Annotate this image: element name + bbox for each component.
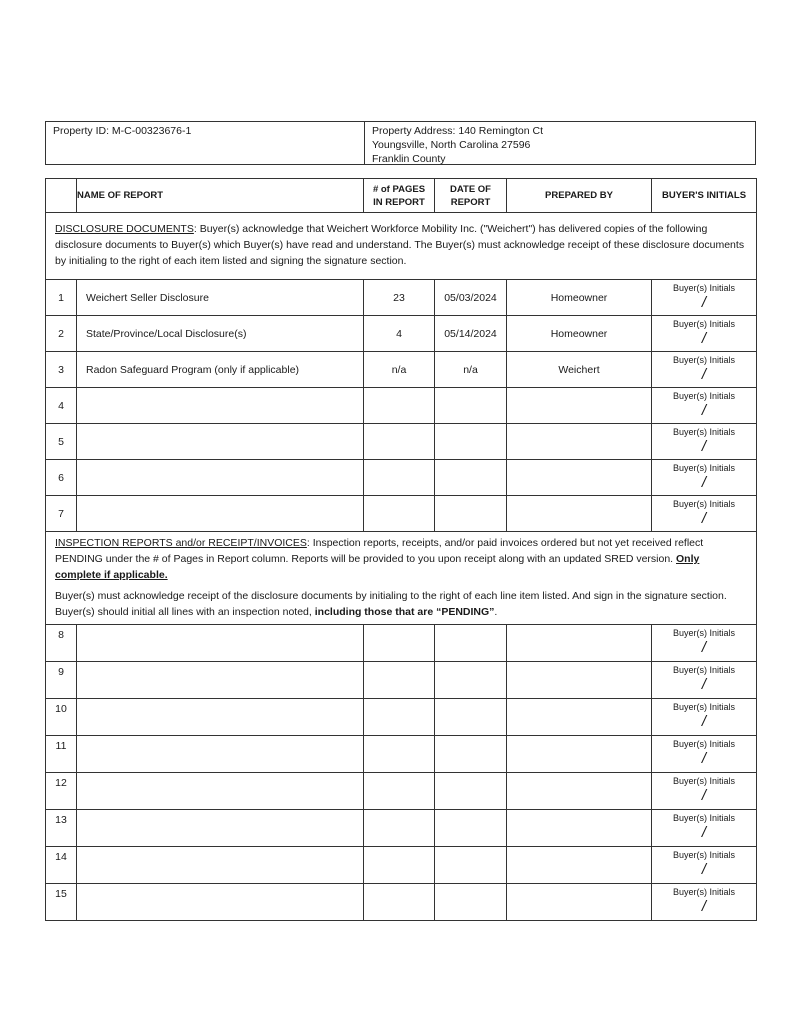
table-row — [46, 662, 757, 699]
property-address-line1: Property Address: 140 Remington Ct — [372, 125, 544, 137]
initials-label: Buyer(s) Initials — [672, 283, 735, 293]
buyer-initials-cell[interactable] — [652, 662, 757, 699]
row-number: 3 — [46, 352, 77, 388]
table-row — [46, 699, 757, 736]
report-name-cell[interactable]: Weichert Seller Disclosure — [77, 280, 364, 316]
initials-slash: / — [701, 294, 707, 311]
prepared-by-cell[interactable] — [507, 388, 652, 424]
row-number: 4 — [46, 388, 77, 424]
initials-slash: / — [701, 898, 707, 915]
initials-label: Buyer(s) Initials — [672, 628, 735, 638]
initials-label: Buyer(s) Initials — [672, 355, 735, 365]
inspection-para2-bold: including those that are “PENDING” — [314, 606, 495, 618]
header-buyers-initials: BUYER'S INITIALS — [652, 179, 757, 213]
date-cell[interactable] — [435, 699, 507, 736]
header-date-line1: DATE OF — [450, 183, 491, 195]
date-cell[interactable]: n/a — [435, 352, 507, 388]
header-prepared-by: PREPARED BY — [507, 179, 652, 213]
initials-slash: / — [701, 824, 707, 841]
initials-slash: / — [701, 861, 707, 878]
pages-cell[interactable] — [364, 424, 435, 460]
property-address-line2: Youngsville, North Carolina 27596 — [372, 139, 531, 151]
table-row — [46, 810, 757, 847]
property-address-line3: Franklin County — [372, 153, 446, 165]
buyer-initials-cell[interactable] — [652, 424, 757, 460]
prepared-by-cell[interactable] — [507, 736, 652, 773]
date-cell[interactable] — [435, 884, 507, 921]
report-name-cell[interactable] — [77, 662, 364, 699]
header-pages-line2: IN REPORT — [373, 196, 425, 208]
pages-cell[interactable] — [364, 496, 435, 532]
date-cell[interactable] — [435, 736, 507, 773]
disclosure-body: : Buyer(s) acknowledge that Weichert Workforce Mobility Inc. ("Weichert") has delivered copies of the following disclosure documents to Buyer(s) which Buyer(s) have read and understand. The Buyer(s) must acknowledge receipt of these disclosure documents by initialing to the right of each item listed and signing the signature section. — [55, 223, 745, 267]
table-row — [46, 773, 757, 810]
buyer-initials-cell[interactable] — [652, 460, 757, 496]
property-id: Property ID: M-C-00323676-1 — [53, 125, 192, 137]
property-id-cell — [46, 122, 365, 164]
report-name-cell[interactable] — [77, 699, 364, 736]
initials-label: Buyer(s) Initials — [672, 665, 735, 675]
inspection-para2-text: Buyer(s) must acknowledge receipt of the disclosure documents by initialing to the right of each line item listed. And sign in the signature section. Buyer(s) should initial all lines with an inspection noted, — [55, 590, 727, 618]
pages-cell[interactable] — [364, 847, 435, 884]
buyer-initials-cell[interactable] — [652, 773, 757, 810]
buyer-initials-cell[interactable] — [652, 884, 757, 921]
initials-slash: / — [701, 750, 707, 767]
buyer-initials-cell[interactable] — [652, 810, 757, 847]
initials-label: Buyer(s) Initials — [672, 850, 735, 860]
initials-slash: / — [701, 639, 707, 656]
prepared-by-cell[interactable] — [507, 810, 652, 847]
table-row — [46, 424, 757, 460]
prepared-by-cell[interactable] — [507, 773, 652, 810]
pages-cell[interactable] — [364, 460, 435, 496]
pages-cell[interactable] — [364, 810, 435, 847]
prepared-by-cell[interactable] — [507, 496, 652, 532]
table-header-row — [46, 179, 757, 213]
disclosure-heading: DISCLOSURE DOCUMENTS — [55, 223, 194, 235]
inspection-heading: INSPECTION REPORTS and/or RECEIPT/INVOICES — [55, 537, 307, 549]
header-num — [46, 179, 77, 213]
prepared-by-cell[interactable] — [507, 699, 652, 736]
initials-label: Buyer(s) Initials — [672, 391, 735, 401]
header-pages-line1: # of PAGES — [372, 183, 426, 195]
row-number: 8 — [46, 625, 77, 662]
initials-label: Buyer(s) Initials — [672, 463, 735, 473]
pages-cell[interactable] — [364, 625, 435, 662]
prepared-by-cell[interactable]: Homeowner — [507, 280, 652, 316]
pages-cell[interactable] — [364, 736, 435, 773]
disclosure-text — [46, 213, 757, 280]
header-date — [435, 179, 507, 213]
date-cell[interactable]: 05/03/2024 — [435, 280, 507, 316]
header-name-of-report: NAME OF REPORT — [77, 179, 364, 213]
buyer-initials-cell[interactable] — [652, 316, 757, 352]
report-name-cell[interactable] — [77, 388, 364, 424]
prepared-by-cell[interactable] — [507, 424, 652, 460]
initials-slash: / — [701, 366, 707, 383]
inspection-emphasis: Only complete if applicable. — [55, 553, 700, 581]
row-number: 2 — [46, 316, 77, 352]
report-name-cell[interactable] — [77, 496, 364, 532]
report-name-cell[interactable]: Radon Safeguard Program (only if applicable) — [77, 352, 364, 388]
header-date-line2: REPORT — [450, 196, 491, 208]
reports-table — [45, 178, 757, 921]
table-row — [46, 847, 757, 884]
initials-label: Buyer(s) Initials — [672, 739, 735, 749]
table-row — [46, 496, 757, 532]
prepared-by-cell[interactable]: Weichert — [507, 352, 652, 388]
initials-label: Buyer(s) Initials — [672, 776, 735, 786]
property-address-cell — [365, 122, 755, 164]
table-row — [46, 460, 757, 496]
buyer-initials-cell[interactable] — [652, 280, 757, 316]
row-number: 9 — [46, 662, 77, 699]
row-number: 10 — [46, 699, 77, 736]
row-number: 12 — [46, 773, 77, 810]
date-cell[interactable] — [435, 847, 507, 884]
report-name-cell[interactable] — [77, 884, 364, 921]
date-cell[interactable] — [435, 460, 507, 496]
pages-cell[interactable]: n/a — [364, 352, 435, 388]
report-name-cell[interactable] — [77, 810, 364, 847]
row-number: 15 — [46, 884, 77, 921]
date-cell[interactable] — [435, 625, 507, 662]
date-cell[interactable] — [435, 810, 507, 847]
inspection-paragraph-2 — [55, 588, 747, 620]
inspection-section-row — [46, 532, 757, 625]
initials-slash: / — [701, 713, 707, 730]
initials-slash: / — [701, 474, 707, 491]
initials-label: Buyer(s) Initials — [672, 702, 735, 712]
initials-slash: / — [701, 676, 707, 693]
report-name-cell[interactable] — [77, 625, 364, 662]
initials-slash: / — [701, 438, 707, 455]
initials-slash: / — [701, 330, 707, 347]
initials-label: Buyer(s) Initials — [672, 813, 735, 823]
date-cell[interactable] — [435, 662, 507, 699]
inspection-body: : Inspection reports, receipts, and/or paid invoices ordered but not yet received reflect PENDING under the # of Pages in Report column. Reports will be provided to you upon receipt along with an updated SRED version. — [55, 537, 704, 565]
row-number: 1 — [46, 280, 77, 316]
date-cell[interactable] — [435, 773, 507, 810]
buyer-initials-cell[interactable] — [652, 736, 757, 773]
report-name-cell[interactable] — [77, 736, 364, 773]
buyer-initials-cell[interactable] — [652, 496, 757, 532]
table-row — [46, 316, 757, 352]
row-number: 5 — [46, 424, 77, 460]
buyer-initials-cell[interactable] — [652, 699, 757, 736]
report-name-cell[interactable]: State/Province/Local Disclosure(s) — [77, 316, 364, 352]
prepared-by-cell[interactable] — [507, 662, 652, 699]
row-number: 6 — [46, 460, 77, 496]
initials-label: Buyer(s) Initials — [672, 887, 735, 897]
buyer-initials-cell[interactable] — [652, 625, 757, 662]
table-row — [46, 625, 757, 662]
initials-label: Buyer(s) Initials — [672, 319, 735, 329]
row-number: 7 — [46, 496, 77, 532]
row-number: 14 — [46, 847, 77, 884]
inspection-para2-end: . — [494, 606, 498, 618]
property-info-box — [45, 121, 756, 165]
table-row — [46, 736, 757, 773]
initials-slash: / — [701, 402, 707, 419]
prepared-by-cell[interactable]: Homeowner — [507, 316, 652, 352]
buyer-initials-cell[interactable] — [652, 388, 757, 424]
table-row — [46, 388, 757, 424]
prepared-by-cell[interactable] — [507, 460, 652, 496]
pages-cell[interactable] — [364, 773, 435, 810]
pages-cell[interactable]: 4 — [364, 316, 435, 352]
prepared-by-cell[interactable] — [507, 625, 652, 662]
inspection-text — [46, 532, 757, 625]
date-cell[interactable] — [435, 496, 507, 532]
report-name-cell[interactable] — [77, 847, 364, 884]
disclosure-section-row — [46, 213, 757, 280]
report-name-cell[interactable] — [77, 773, 364, 810]
row-number: 13 — [46, 810, 77, 847]
pages-cell[interactable] — [364, 884, 435, 921]
date-cell[interactable] — [435, 424, 507, 460]
table-row — [46, 352, 757, 388]
pages-cell[interactable] — [364, 662, 435, 699]
buyer-initials-cell[interactable] — [652, 847, 757, 884]
date-cell[interactable]: 05/14/2024 — [435, 316, 507, 352]
prepared-by-cell[interactable] — [507, 847, 652, 884]
pages-cell[interactable]: 23 — [364, 280, 435, 316]
pages-cell[interactable] — [364, 388, 435, 424]
report-name-cell[interactable] — [77, 460, 364, 496]
initials-label: Buyer(s) Initials — [672, 499, 735, 509]
initials-label: Buyer(s) Initials — [672, 427, 735, 437]
prepared-by-cell[interactable] — [507, 884, 652, 921]
date-cell[interactable] — [435, 388, 507, 424]
header-pages — [364, 179, 435, 213]
table-row — [46, 884, 757, 921]
table-row — [46, 280, 757, 316]
report-name-cell[interactable] — [77, 424, 364, 460]
pages-cell[interactable] — [364, 699, 435, 736]
initials-slash: / — [701, 510, 707, 527]
initials-slash: / — [701, 787, 707, 804]
row-number: 11 — [46, 736, 77, 773]
buyer-initials-cell[interactable] — [652, 352, 757, 388]
